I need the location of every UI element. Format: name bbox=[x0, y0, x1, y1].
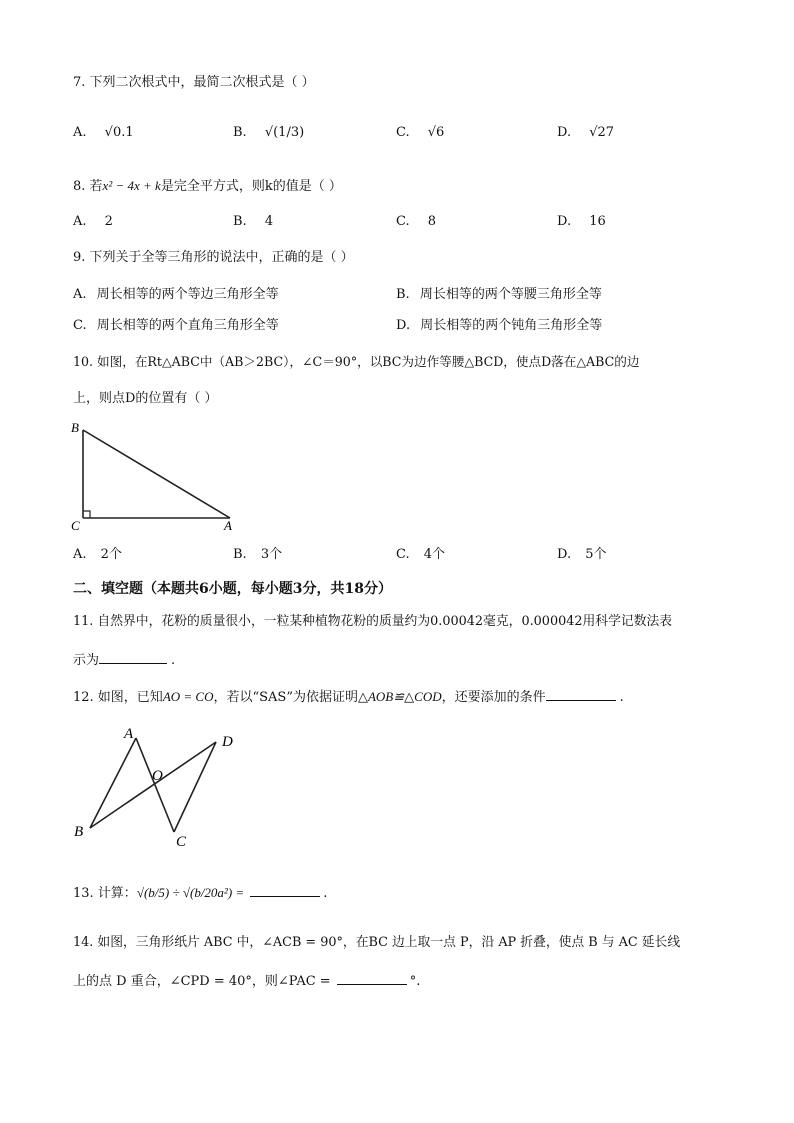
option-label: A. bbox=[73, 125, 87, 140]
q14-suffix: °. bbox=[409, 974, 421, 989]
q13-prefix: 13. 计算： bbox=[73, 886, 137, 901]
q14-prefix: 上的点 D 重合，∠CPD = 40°，则∠PAC = bbox=[73, 974, 331, 989]
option-label: B. bbox=[233, 125, 247, 140]
option-text: 周长相等的两个等边三角形全等 bbox=[96, 287, 279, 302]
q10-stem-line1: 10. 如图，在Rt△ABC中（AB＞2BC），∠C＝90°，以BC为边作等腰△BCD，使点D落在△ABC的边 bbox=[73, 354, 640, 369]
q14-answer-blank[interactable] bbox=[337, 972, 407, 985]
q12-crossed-segments-figure bbox=[66, 722, 256, 852]
option-label: C. bbox=[396, 125, 410, 140]
q10-option-a bbox=[73, 546, 122, 564]
q11-answer-blank[interactable] bbox=[99, 651, 167, 664]
option-text: 5个 bbox=[585, 547, 607, 562]
q10-stem-line2: 上，则点D的位置有（ ） bbox=[73, 391, 218, 406]
q13-period: . bbox=[323, 886, 328, 901]
q8-option-b bbox=[233, 213, 273, 231]
q9-option-c bbox=[73, 317, 279, 335]
q14-line1: 14. 如图，三角形纸片 ABC 中，∠ACB = 90°，在BC 边上取一点 P，沿 AP 折叠，使点 B 与 AC 延长线 bbox=[73, 935, 681, 950]
option-label: D. bbox=[396, 318, 411, 333]
option-label: A. bbox=[73, 214, 87, 229]
label-o: O bbox=[152, 768, 163, 784]
option-text: 2个 bbox=[100, 547, 122, 562]
q12-middle: ，若以“SAS”为依据证明 bbox=[213, 690, 358, 705]
section-2-title: 二、填空题（本题共6小题，每小题3分，共18分） bbox=[73, 581, 392, 597]
option-label: D. bbox=[557, 547, 572, 562]
q12-congruence: △AOB≌△COD bbox=[357, 689, 442, 704]
option-text: 周长相等的两个等腰三角形全等 bbox=[419, 287, 602, 302]
q8-option-d bbox=[557, 213, 606, 231]
q11-line2 bbox=[73, 651, 175, 670]
option-label: A. bbox=[73, 287, 87, 302]
option-text: 周长相等的两个直角三角形全等 bbox=[96, 318, 279, 333]
side-ab bbox=[83, 430, 230, 518]
q13-line bbox=[73, 884, 327, 903]
right-angle-mark bbox=[83, 511, 90, 518]
q10-option-c bbox=[396, 546, 445, 564]
q10-triangle-figure bbox=[66, 416, 246, 536]
segment-ab bbox=[90, 738, 136, 828]
option-label: C. bbox=[396, 214, 410, 229]
option-text: 8 bbox=[427, 214, 437, 229]
option-label: D. bbox=[557, 214, 572, 229]
option-text: 16 bbox=[589, 214, 606, 229]
option-label: B. bbox=[233, 547, 247, 562]
q8-stem-suffix: 是完全平方式，则k的值是（ ） bbox=[160, 179, 342, 194]
q9-option-a bbox=[73, 286, 279, 304]
option-text: 周长相等的两个钝角三角形全等 bbox=[420, 318, 603, 333]
q12-suffix: ，还要添加的条件 bbox=[441, 690, 546, 705]
q8-stem-prefix: 8. 若 bbox=[73, 179, 103, 194]
q12-prefix: 12. 如图，已知 bbox=[73, 690, 163, 705]
option-math: √27 bbox=[589, 125, 615, 140]
q7-option-a bbox=[73, 124, 134, 142]
q12-condition: AO = CO bbox=[162, 689, 214, 704]
q12-answer-blank[interactable] bbox=[546, 688, 616, 701]
option-label: B. bbox=[396, 287, 410, 302]
q10-option-b bbox=[233, 546, 282, 564]
q7-option-d bbox=[557, 124, 614, 142]
option-math: √0.1 bbox=[104, 125, 134, 140]
q11-line1: 11. 自然界中，花粉的质量很小，一粒某种植物花粉的质量约为0.00042毫克，0.000042用科学记数法表 bbox=[73, 614, 673, 629]
q12-stem bbox=[73, 688, 624, 707]
segment-bd bbox=[90, 742, 216, 828]
q7-option-c bbox=[396, 124, 444, 142]
option-math: √6 bbox=[427, 125, 445, 140]
q10-option-d bbox=[557, 546, 607, 564]
label-b: B bbox=[71, 420, 79, 435]
q8-stem bbox=[73, 177, 342, 196]
option-math: √(1/3) bbox=[264, 125, 305, 140]
option-label: B. bbox=[233, 214, 247, 229]
q13-answer-blank[interactable] bbox=[250, 884, 320, 897]
q11-prefix: 示为 bbox=[73, 653, 100, 668]
q11-period: . bbox=[171, 653, 176, 668]
label-a: A bbox=[124, 726, 134, 742]
option-text: 4个 bbox=[423, 547, 446, 562]
option-text: 4 bbox=[264, 214, 274, 229]
q9-option-d bbox=[396, 317, 602, 335]
q14-line2 bbox=[73, 972, 420, 991]
label-c: C bbox=[176, 834, 187, 850]
q12-period: . bbox=[619, 690, 624, 705]
option-label: A. bbox=[73, 547, 87, 562]
label-b: B bbox=[74, 824, 84, 840]
q13-expression: √(b/5) ÷ √(b/20a²) = bbox=[136, 885, 245, 900]
q8-option-a bbox=[73, 213, 113, 231]
option-label: D. bbox=[557, 125, 572, 140]
label-d: D bbox=[222, 734, 233, 750]
option-label: C. bbox=[396, 547, 410, 562]
q7-option-b bbox=[233, 124, 304, 142]
q8-option-c bbox=[396, 213, 436, 231]
label-a: A bbox=[224, 518, 232, 533]
label-c: C bbox=[71, 518, 80, 533]
q8-expression: x² − 4x + k bbox=[102, 178, 161, 193]
option-label: C. bbox=[73, 318, 87, 333]
q9-option-b bbox=[396, 286, 602, 304]
q9-stem: 9. 下列关于全等三角形的说法中，正确的是（ ） bbox=[73, 250, 354, 265]
q7-stem: 7. 下列二次根式中，最简二次根式是（ ） bbox=[73, 75, 315, 90]
option-text: 2 bbox=[104, 214, 113, 229]
segment-ac bbox=[136, 738, 174, 832]
option-text: 3个 bbox=[260, 547, 283, 562]
